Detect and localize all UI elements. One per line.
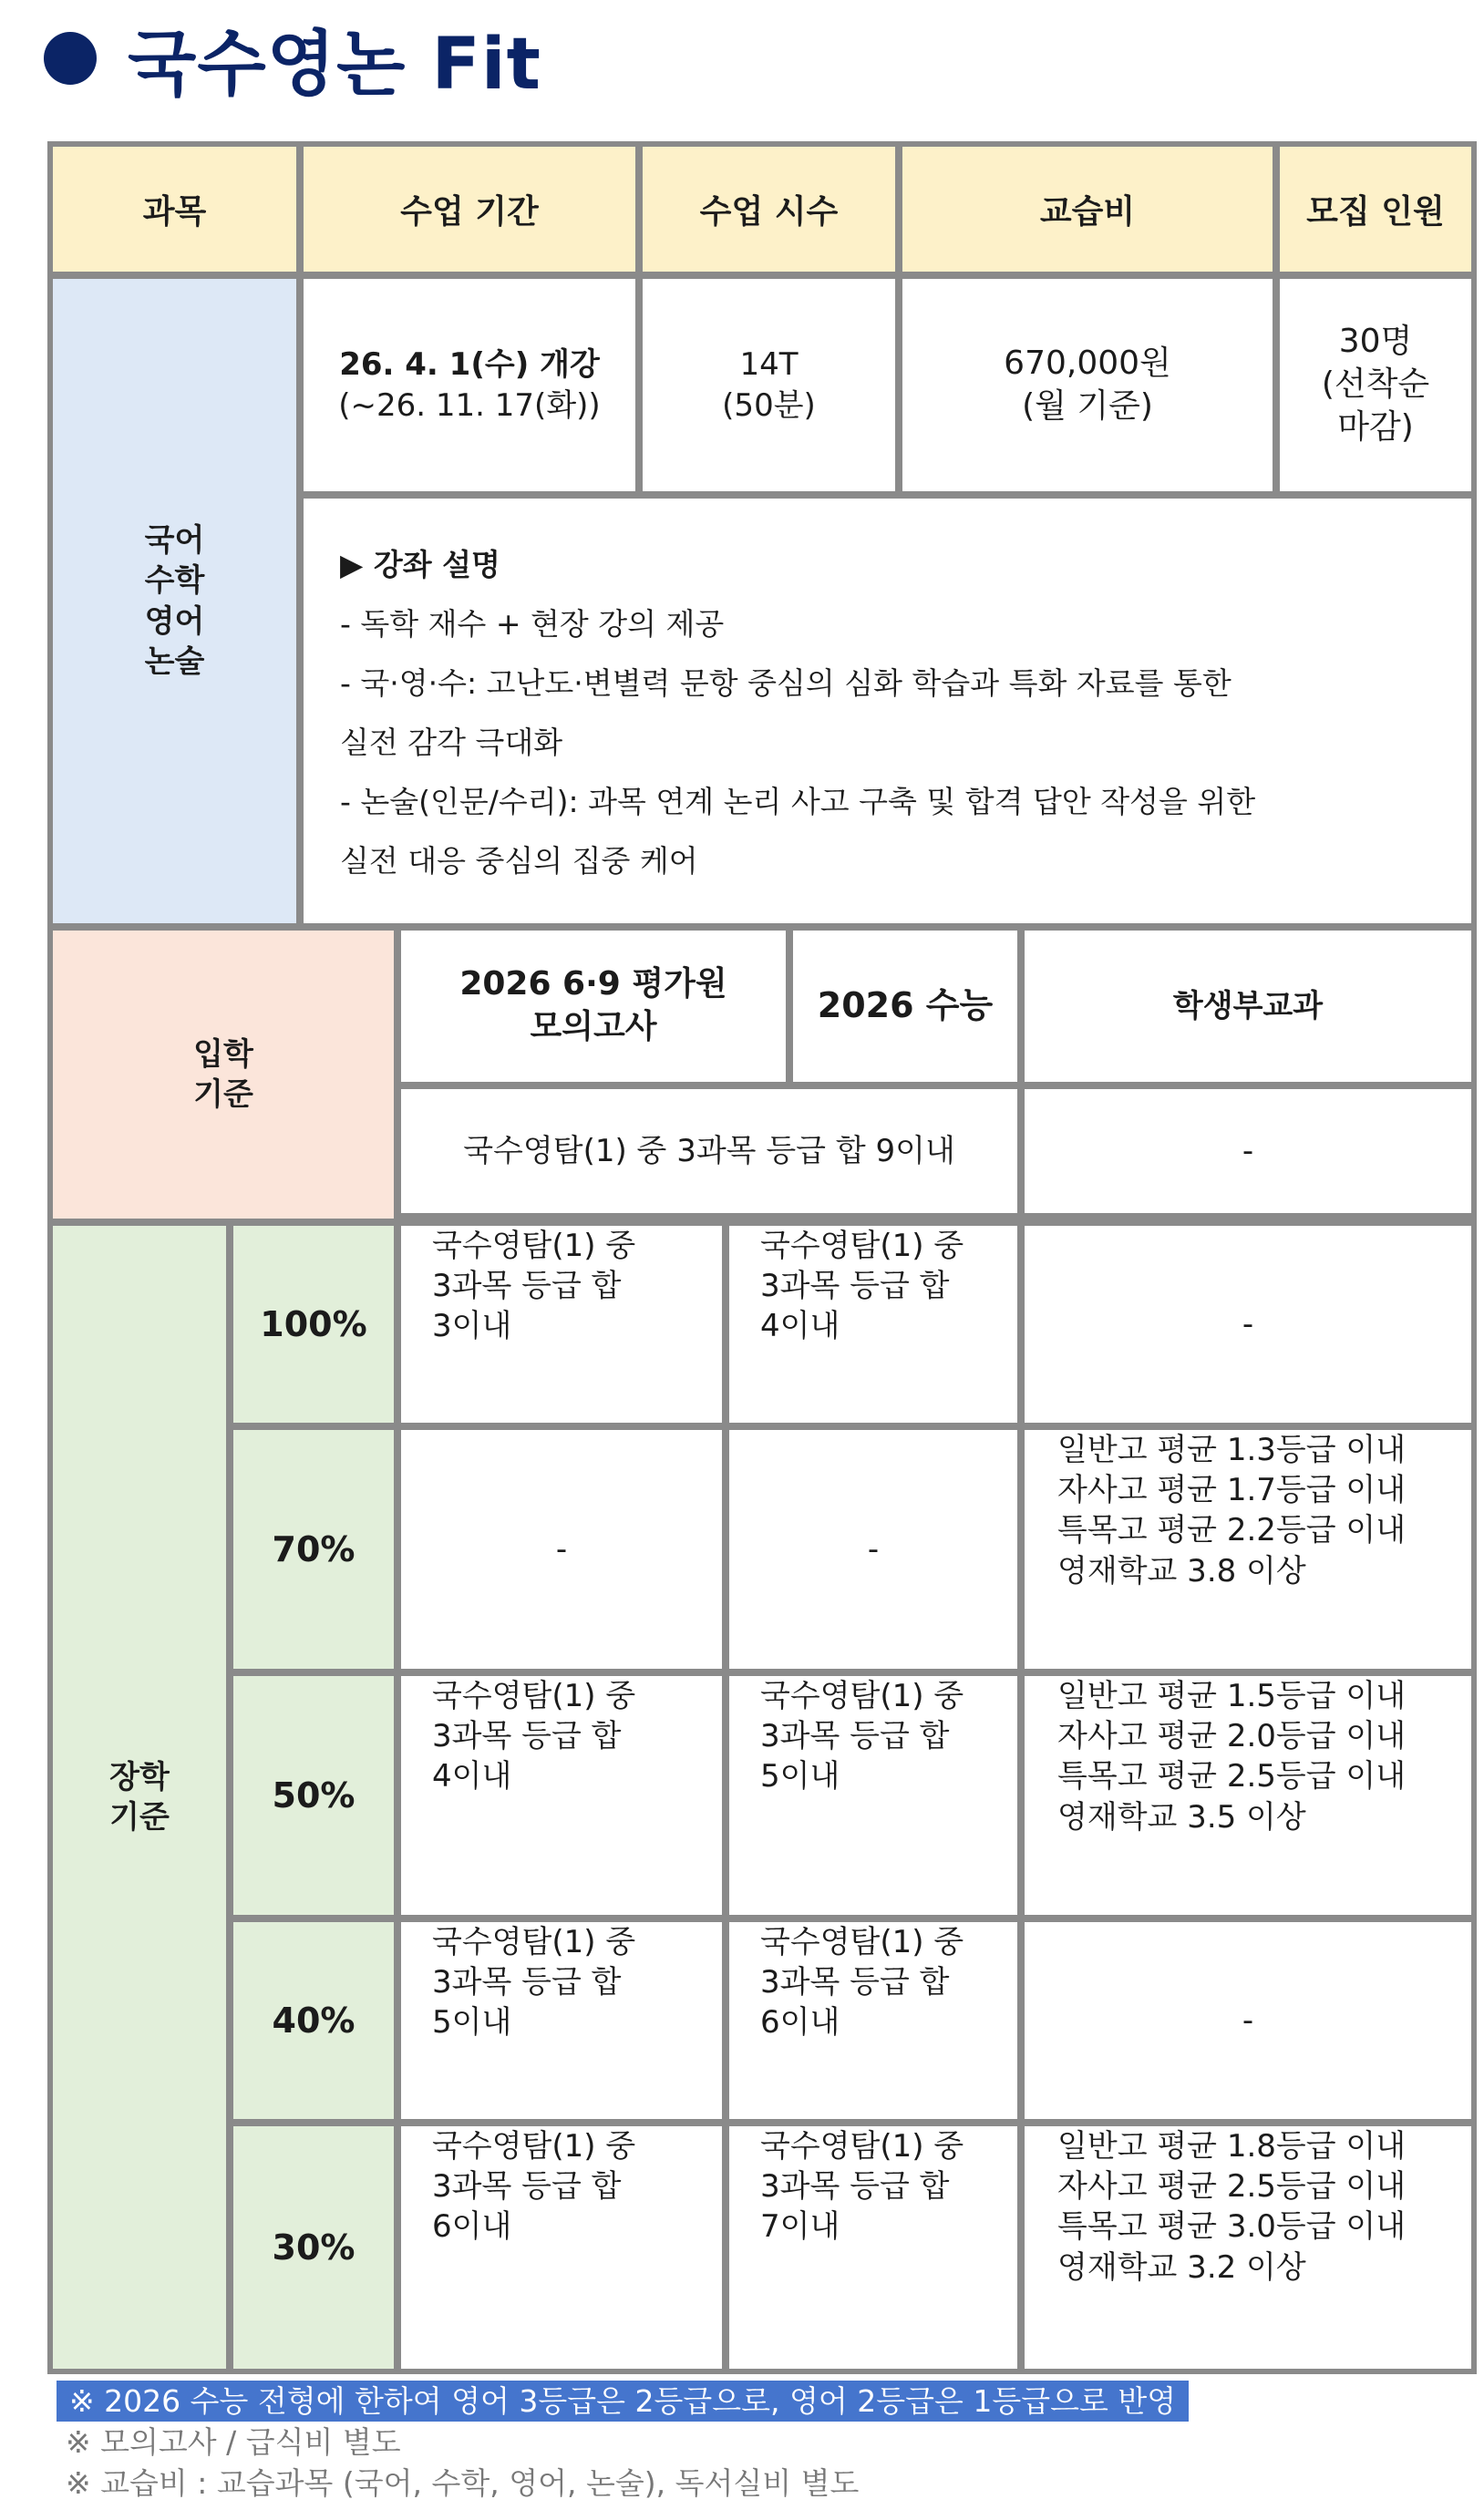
description-line: - 독학 재수 + 현장 강의 제공 [340, 606, 725, 642]
scholarship-mock-100: 국수영탐(1) 중 3과목 등급 합 3이내 [401, 1226, 722, 1423]
course-description [304, 499, 1471, 923]
subject-essay: 논술 [144, 643, 205, 680]
scholarship-suneung-50: 국수영탐(1) 중 3과목 등급 합 5이내 [729, 1676, 1017, 1915]
description-line: 실전 대응 중심의 집중 케어 [340, 843, 698, 879]
header-capacity: 모집 인원 [1280, 147, 1471, 272]
header-fee: 교습비 [902, 147, 1273, 272]
scholarship-school-70: 일반고 평균 1.3등급 이내 자사고 평균 1.7등급 이내 특목고 평균 2.2등급 이내 영재학교 3.8 이상 [1025, 1430, 1471, 1669]
page-title [44, 13, 541, 104]
scholarship-rate-40: 40% [233, 1922, 394, 2119]
header-subject: 과목 [53, 147, 296, 272]
header-hours: 수업 시수 [643, 147, 895, 272]
scholarship-school-50: 일반고 평균 1.5등급 이내 자사고 평균 2.0등급 이내 특목고 평균 2.5등급 이내 영재학교 3.5 이상 [1025, 1676, 1471, 1915]
page-title-text: 국수영논 Fit [128, 24, 541, 106]
admission-criteria: 국수영탐(1) 중 3과목 등급 합 9이내 [401, 1089, 1017, 1213]
footnote-english-grade: ※ 2026 수능 전형에 한하여 영어 3등급은 2등급으로, 영어 2등급은 1등급으로 반영 [57, 2381, 1189, 2422]
scholarship-school-30: 일반고 평균 1.8등급 이내 자사고 평균 2.5등급 이내 특목고 평균 3.0등급 이내 영재학교 3.2 이상 [1025, 2126, 1471, 2369]
scholarship-rate-50: 50% [233, 1676, 394, 1915]
description-line: - 논술(인문/수리): 과목 연계 논리 사고 구축 및 합격 답안 작성을 위한 [340, 784, 1256, 819]
footnotes [66, 2381, 1189, 2504]
scholarship-school-100: - [1025, 1226, 1471, 1423]
description-title: ▶ 강좌 설명 [340, 547, 500, 582]
scholarship-rate-70: 70% [233, 1430, 394, 1669]
scholarship-mock-50: 국수영탐(1) 중 3과목 등급 합 4이내 [401, 1676, 722, 1915]
subject-cell [53, 279, 296, 923]
hours-value: 14T [739, 346, 799, 384]
period-end: (~26. 11. 17(화)) [338, 386, 601, 424]
capacity-count: 30명 [1338, 323, 1413, 361]
hours-cell [643, 279, 895, 491]
capacity-cell [1280, 279, 1471, 491]
subject-korean: 국어 [144, 522, 205, 560]
admission-school-header: 학생부교과 [1025, 931, 1471, 1082]
header-period: 수업 기간 [304, 147, 635, 272]
scholarship-suneung-70: - [729, 1430, 1017, 1669]
scholarship-rate-100: 100% [233, 1226, 394, 1423]
scholarship-mock-40: 국수영탐(1) 중 3과목 등급 합 5이내 [401, 1922, 722, 2119]
admission-school-criteria: - [1025, 1089, 1471, 1213]
bullet-dot-icon [44, 32, 97, 85]
fee-value: 670,000원 [1004, 344, 1171, 382]
description-line: - 국·영·수: 고난도·변별력 문항 중심의 심화 학습과 특화 자료를 통한 [340, 665, 1232, 701]
fee-basis: (월 기준) [1022, 386, 1153, 425]
scholarship-mock-30: 국수영탐(1) 중 3과목 등급 합 6이내 [401, 2126, 722, 2369]
period-cell [304, 279, 635, 491]
admission-mock-header: 2026 6·9 평가원 모의고사 [401, 931, 786, 1082]
footnote-extra-fees: ※ 모의고사 / 급식비 별도 [66, 2424, 401, 2460]
capacity-note-1: (선착순 [1321, 365, 1430, 404]
hours-unit: (50분) [722, 386, 816, 424]
description-line: 실전 감각 극대화 [340, 725, 563, 760]
scholarship-label: 장학 기준 [53, 1226, 226, 2369]
course-table [47, 141, 1477, 2374]
capacity-note-2: 마감) [1337, 407, 1414, 446]
admission-suneung-header: 2026 수능 [793, 931, 1017, 1082]
subject-english: 영어 [144, 602, 205, 640]
scholarship-rate-30: 30% [233, 2126, 394, 2369]
subject-math: 수학 [144, 562, 205, 600]
scholarship-school-40: - [1025, 1922, 1471, 2119]
footnote-tuition: ※ 교습비 : 교습과목 (국어, 수학, 영어, 논술), 독서실비 별도 [66, 2465, 860, 2501]
scholarship-suneung-100: 국수영탐(1) 중 3과목 등급 합 4이내 [729, 1226, 1017, 1423]
scholarship-suneung-40: 국수영탐(1) 중 3과목 등급 합 6이내 [729, 1922, 1017, 2119]
admission-label: 입학 기준 [53, 931, 394, 1219]
scholarship-suneung-30: 국수영탐(1) 중 3과목 등급 합 7이내 [729, 2126, 1017, 2369]
period-start: 26. 4. 1(수) 개강 [339, 346, 600, 384]
scholarship-mock-70: - [401, 1430, 722, 1669]
fee-cell [902, 279, 1273, 491]
